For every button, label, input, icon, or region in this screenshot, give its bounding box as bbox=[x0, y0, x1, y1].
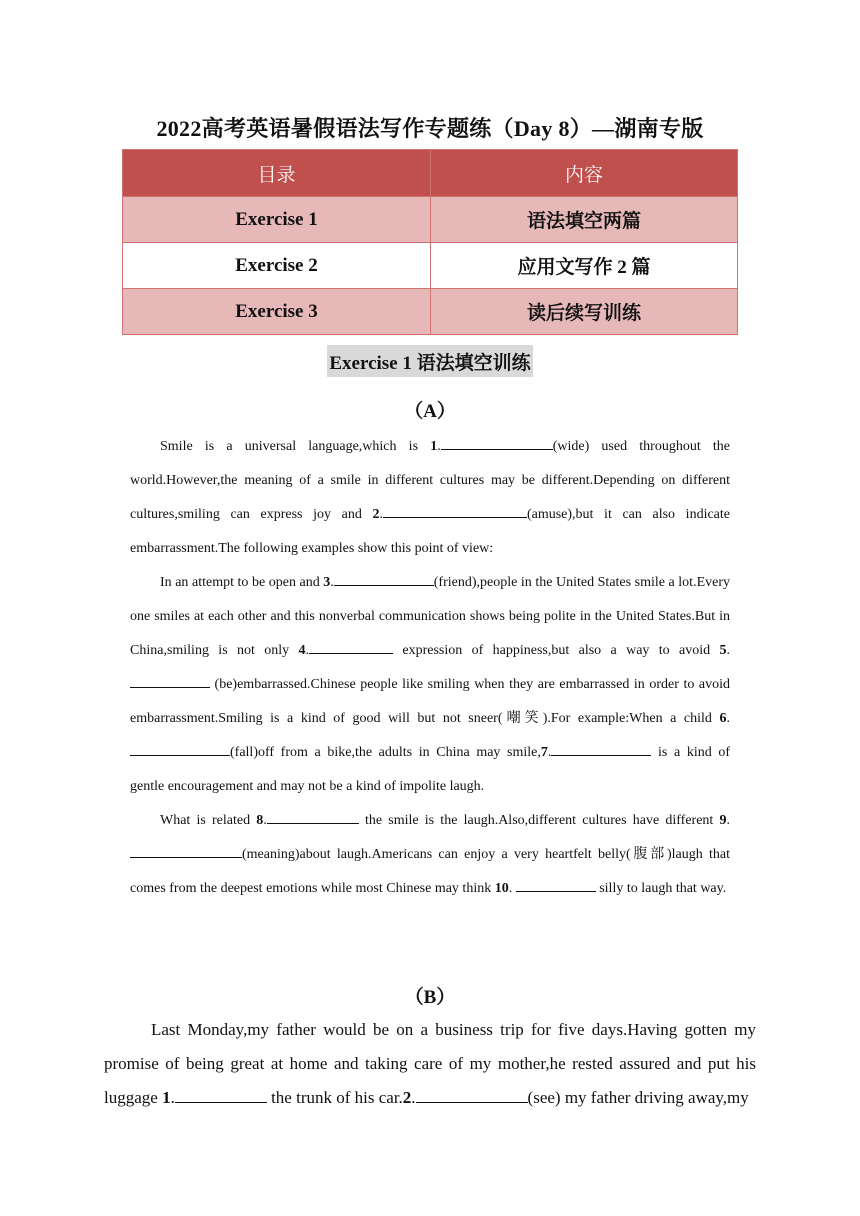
exercise-content: 应用文写作 2 篇 bbox=[431, 243, 738, 289]
answer-blank[interactable] bbox=[334, 570, 434, 586]
table-row bbox=[123, 289, 738, 335]
page-title: 2022高考英语暑假语法写作专题练（Day 8）—湖南专版 bbox=[156, 116, 704, 141]
blank-number: 4 bbox=[298, 643, 306, 658]
exercise-name: Exercise 1 bbox=[123, 197, 431, 243]
exercise-name: Exercise 3 bbox=[123, 289, 431, 335]
blank-number: 3 bbox=[323, 575, 331, 590]
exercise-content: 语法填空两篇 bbox=[431, 197, 738, 243]
answer-blank[interactable] bbox=[441, 434, 553, 450]
part-a-label: （A） bbox=[404, 401, 456, 422]
blank-number: 10 bbox=[494, 881, 509, 896]
answer-blank[interactable] bbox=[309, 638, 393, 654]
answer-blank[interactable] bbox=[130, 842, 242, 858]
answer-blank[interactable] bbox=[267, 808, 359, 824]
answer-blank[interactable] bbox=[130, 740, 230, 756]
exercise-name: Exercise 2 bbox=[123, 243, 431, 289]
passage-paragraph: In an attempt to be open and 3. (friend),people in the United States smile a lot.Every one smiles at each other and this nonverbal communication shows being polite in the United States.But in China,smiling is not only 4. expression of happiness,but also a way to avoid 5. (be)embarrassed.Chinese people like smiling when they are embarrassed in order to avoid embarrassment.Smiling is a kind of good will but not sneer(嘲笑).For example:When a child 6.(fall)off from a bike,the adults in China may smile,7. is a kind of gentle encouragement and may not be a kind of impolite laugh. bbox=[130, 566, 730, 804]
table-header-row bbox=[123, 150, 738, 197]
section-heading-text: Exercise 1 语法填空训练 bbox=[327, 345, 532, 377]
answer-blank[interactable] bbox=[130, 672, 210, 688]
blank-number: 5 bbox=[719, 643, 727, 658]
blank-number: 1 bbox=[162, 1088, 171, 1107]
answer-blank[interactable] bbox=[383, 502, 527, 518]
answer-blank[interactable] bbox=[175, 1086, 267, 1103]
blank-number: 6 bbox=[719, 711, 727, 726]
blank-number: 9 bbox=[719, 813, 727, 828]
passage-paragraph: Smile is a universal language,which is 1. (wide) used throughout the world.However,the meaning of a smile in different cultures may be different.Depending on different cultures,smiling can express joy and 2. (amuse),but it can also indicate embarrassment.The following examples show this point of view: bbox=[130, 430, 730, 566]
contents-table bbox=[122, 149, 738, 335]
header-catalog: 目录 bbox=[123, 150, 431, 197]
section-heading bbox=[0, 345, 860, 377]
exercise-content: 读后续写训练 bbox=[431, 289, 738, 335]
passage-a bbox=[130, 430, 730, 906]
passage-paragraph: Last Monday,my father would be on a business trip for five days.Having gotten my promise of being great at home and taking care of my mother,he rested assured and put his luggage 1. the trunk of his car.2. (see) my father driving away,my bbox=[104, 1020, 756, 1107]
blank-number: 8 bbox=[256, 813, 264, 828]
blank-number: 2 bbox=[372, 507, 380, 522]
blank-number: 7 bbox=[540, 745, 548, 760]
table-row bbox=[123, 243, 738, 289]
part-b-label: （B） bbox=[404, 987, 456, 1008]
passage-b bbox=[104, 1013, 756, 1115]
passage-paragraph: What is related 8. the smile is the laugh.Also,different cultures have different 9.(meaning)about laugh.Americans can enjoy a very heartfelt belly(腹部)laugh that comes from the deepest emotions while most Chinese may think 10. silly to laugh that way. bbox=[130, 804, 730, 906]
answer-blank[interactable] bbox=[516, 876, 596, 892]
table-row bbox=[123, 197, 738, 243]
blank-number: 1 bbox=[430, 439, 438, 454]
answer-blank[interactable] bbox=[416, 1086, 528, 1103]
blank-number: 2 bbox=[402, 1088, 412, 1107]
answer-blank[interactable] bbox=[551, 740, 651, 756]
header-content: 内容 bbox=[431, 150, 738, 197]
